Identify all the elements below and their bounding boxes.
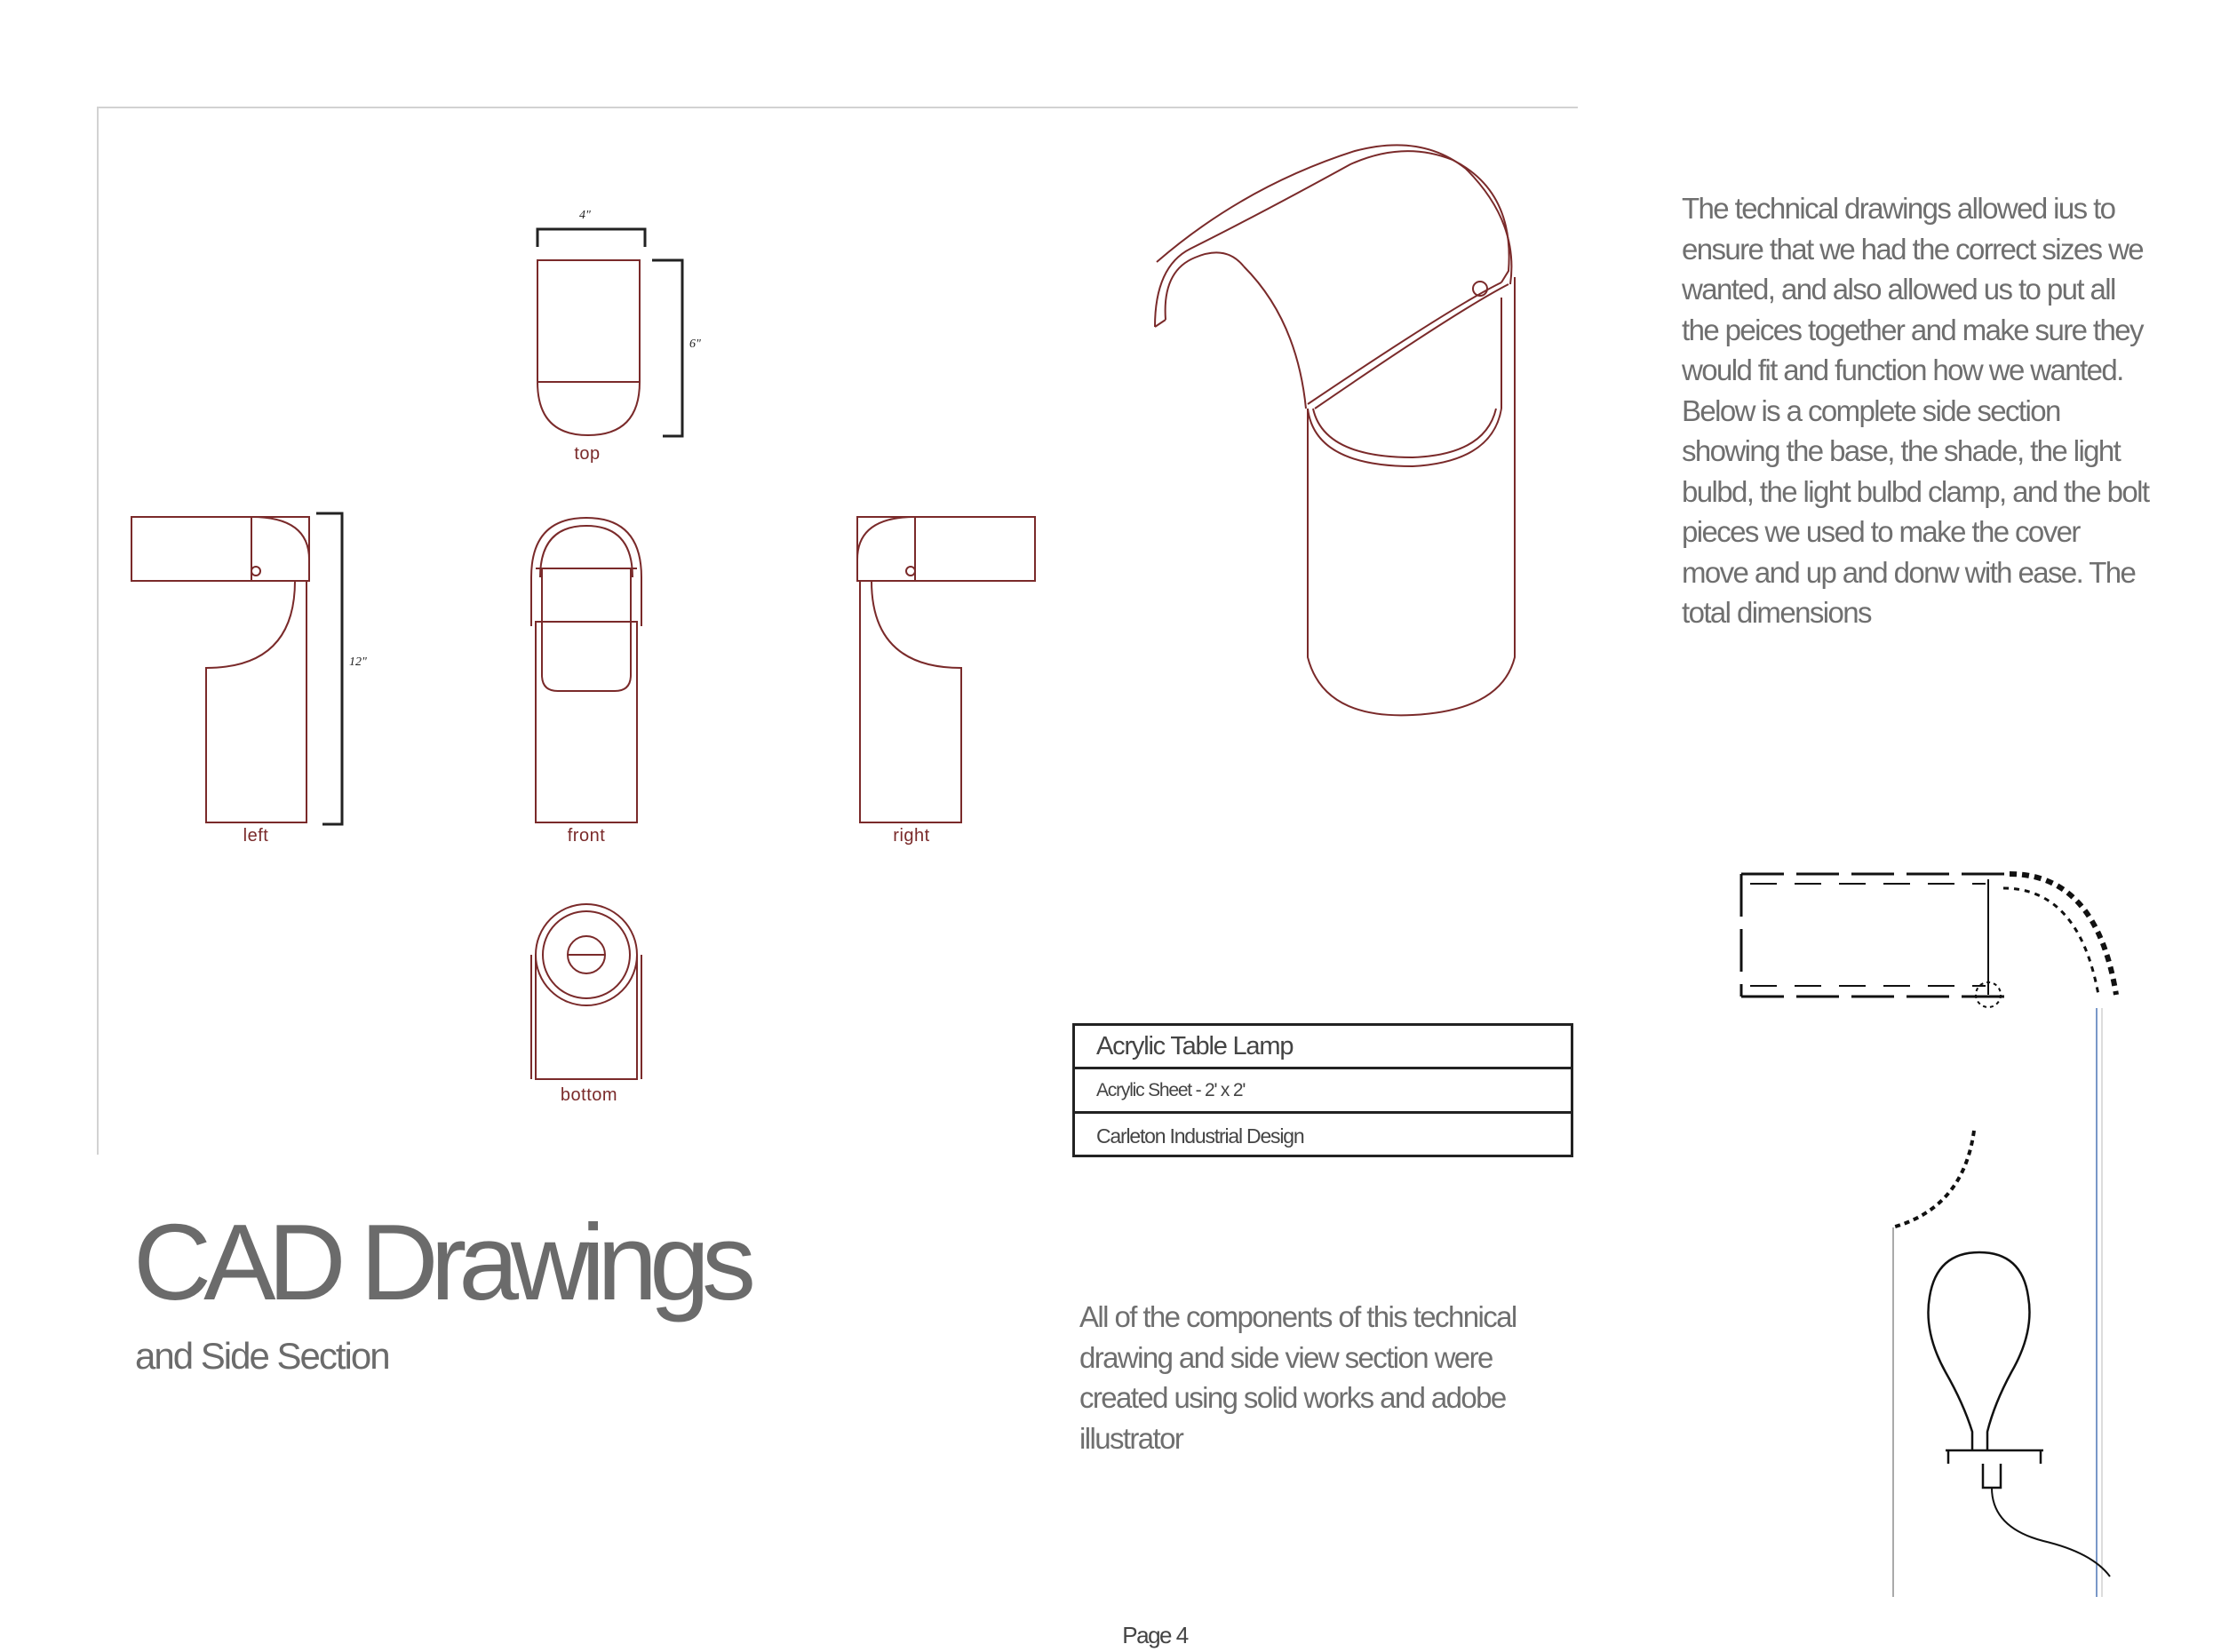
left-view-label: left	[243, 826, 269, 846]
title-block	[1072, 1023, 1573, 1157]
description-line: total dimensions	[1682, 596, 1871, 629]
note-line: All of the components of this technical	[1079, 1300, 1516, 1333]
title-block-product: Acrylic Table Lamp	[1075, 1026, 1571, 1069]
title-block-organization: Carleton Industrial Design	[1096, 1124, 1304, 1148]
front-view-label: front	[567, 826, 606, 846]
depth-dimension-label: 6"	[689, 338, 701, 351]
description-line: The technical drawings allowed ius to	[1682, 192, 2115, 225]
shade-section	[1741, 874, 2010, 997]
description-paragraph	[1682, 188, 2148, 633]
description-line: bulbd, the light bulbd clamp, and the bolt	[1682, 474, 2149, 508]
description-line: ensure that we had the correct sizes we	[1682, 232, 2144, 266]
page-subtitle: and Side Section	[135, 1335, 389, 1377]
description-line: showing the base, the shade, the light	[1682, 434, 2121, 467]
description-line: Below is a complete side section	[1682, 393, 2060, 427]
height-dimension-label: 12"	[349, 655, 367, 669]
note-line: created using solid works and adobe	[1079, 1381, 1506, 1414]
page-number: Page 4	[1122, 1622, 1188, 1648]
title-block-material: Acrylic Sheet - 2' x 2'	[1075, 1069, 1571, 1114]
description-line: the peices together and make sure they	[1682, 313, 2143, 346]
light-bulb-icon	[1928, 1252, 2110, 1577]
note-line: illustrator	[1079, 1421, 1183, 1455]
top-view-label: top	[574, 444, 601, 464]
page-title: CAD Drawings	[133, 1202, 748, 1322]
description-line: pieces we used to make the cover	[1682, 515, 2080, 548]
width-dimension-label: 4"	[579, 209, 591, 222]
description-line: wanted, and also allowed us to put all	[1682, 273, 2115, 306]
right-view-label: right	[893, 826, 930, 846]
bottom-view-label: bottom	[560, 1085, 618, 1105]
note-line: drawing and side view section were	[1079, 1340, 1493, 1374]
description-line: move and up and donw with ease. The	[1682, 555, 2136, 589]
description-line: would fit and function how we wanted.	[1682, 353, 2123, 386]
tools-note	[1079, 1297, 1516, 1458]
